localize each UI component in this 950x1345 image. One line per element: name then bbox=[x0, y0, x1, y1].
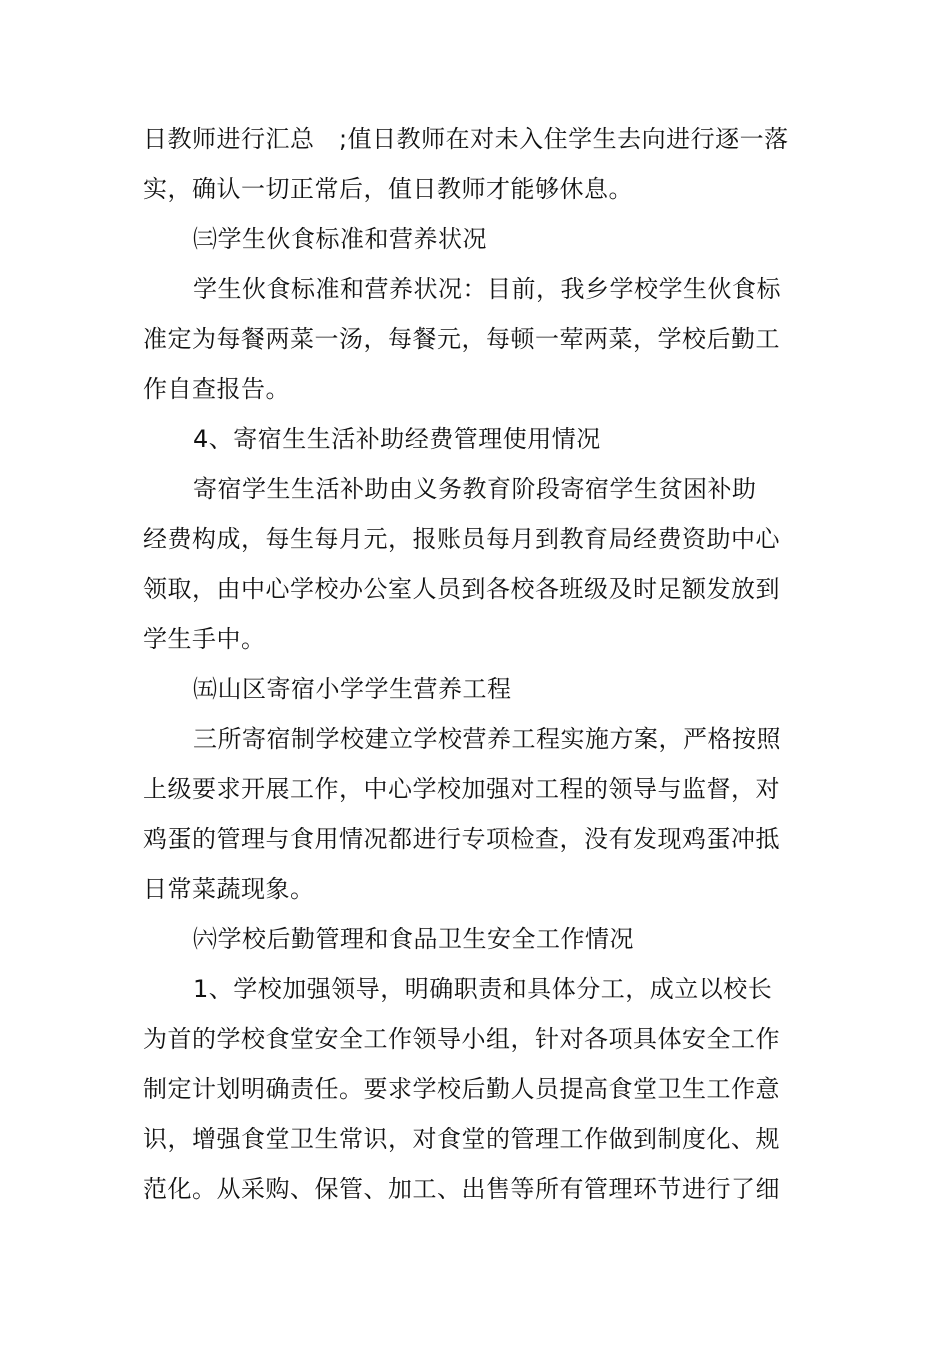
text-line: 日常菜蔬现象。 bbox=[143, 875, 315, 903]
text-line: 经费构成，每生每月元，报账员每月到教育局经费资助中心 bbox=[143, 525, 780, 553]
text-line: 鸡蛋的管理与食用情况都进行专项检查，没有发现鸡蛋冲抵 bbox=[143, 825, 780, 853]
text-line: 作自查报告。 bbox=[143, 375, 290, 403]
text-line: 实，确认一切正常后，值日教师才能够休息。 bbox=[143, 175, 633, 203]
text-line: ㈤山区寄宿小学学生营养工程 bbox=[193, 675, 512, 703]
text-line: 领取，由中心学校办公室人员到各校各班级及时足额发放到 bbox=[143, 575, 780, 603]
text-line: 寄宿学生生活补助由义务教育阶段寄宿学生贫困补助 bbox=[193, 475, 757, 503]
text-line: 制定计划明确责任。要求学校后勤人员提高食堂卫生工作意 bbox=[143, 1075, 780, 1103]
text-line: 识，增强食堂卫生常识，对食堂的管理工作做到制度化、规 bbox=[143, 1125, 780, 1153]
text-line: 范化。从采购、保管、加工、出售等所有管理环节进行了细 bbox=[143, 1175, 780, 1203]
text-line: 为首的学校食堂安全工作领导小组，针对各项具体安全工作 bbox=[143, 1025, 780, 1053]
text-line: ㈥学校后勤管理和食品卫生安全工作情况 bbox=[193, 925, 634, 953]
text-line: 1、学校加强领导，明确职责和具体分工，成立以校长 bbox=[193, 975, 773, 1003]
text-line: 上级要求开展工作，中心学校加强对工程的领导与监督，对 bbox=[143, 775, 780, 803]
text-line: 4、寄宿生生活补助经费管理使用情况 bbox=[193, 425, 601, 453]
text-line: 准定为每餐两菜一汤，每餐元，每顿一荤两菜，学校后勤工 bbox=[143, 325, 780, 353]
text-line: ㈢学生伙食标准和营养状况 bbox=[193, 225, 487, 253]
text-line: 三所寄宿制学校建立学校营养工程实施方案，严格按照 bbox=[193, 725, 781, 753]
document-body bbox=[143, 114, 789, 1214]
text-line: 日教师进行汇总 ;值日教师在对未入住学生去向进行逐一落 bbox=[143, 125, 789, 153]
text-line: 学生伙食标准和营养状况：目前，我乡学校学生伙食标 bbox=[193, 275, 781, 303]
text-line: 学生手中。 bbox=[143, 625, 266, 653]
